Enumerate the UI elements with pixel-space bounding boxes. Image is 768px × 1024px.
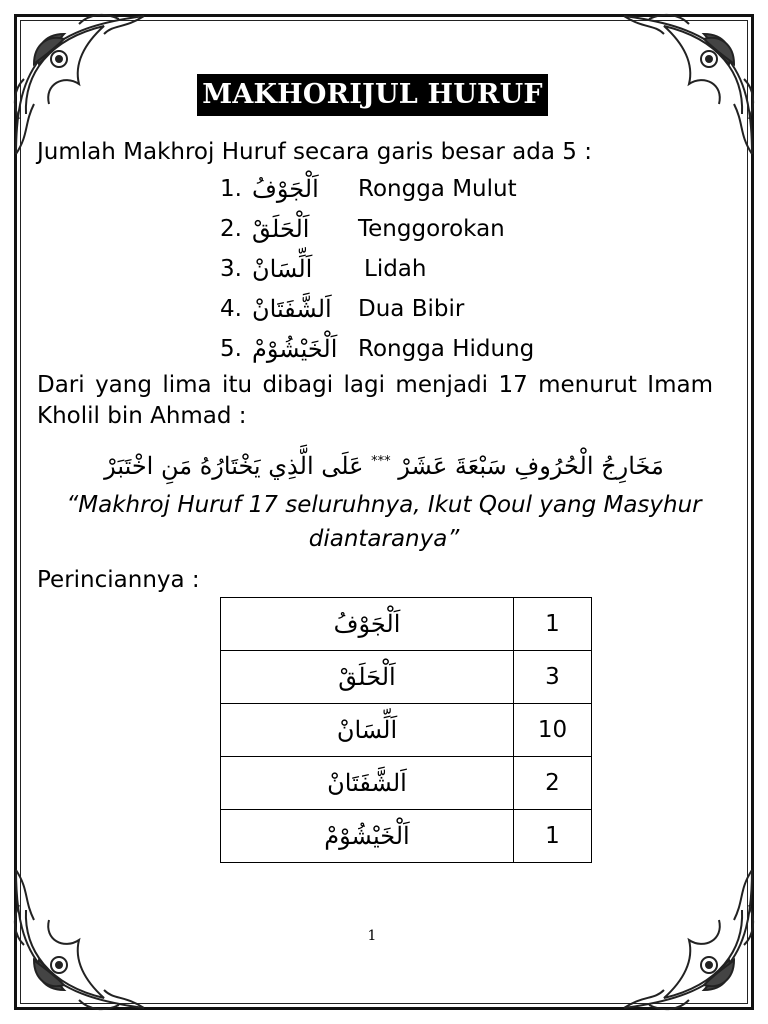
table-cell-arabic: اَلشَّفَتَانْ [221, 757, 514, 810]
paragraph-text: Dari yang lima itu dibagi lagi menjadi 17 menurut Imam Kholil bin Ahmad : [37, 372, 713, 429]
list-number: 5. [220, 336, 242, 362]
list-item [0, 290, 768, 328]
list-number: 1. [220, 176, 242, 202]
list-meaning: Rongga Hidung [358, 336, 535, 362]
list-number: 2. [220, 216, 242, 242]
table-cell-count: 10 [514, 704, 592, 757]
list-meaning: Rongga Mulut [358, 176, 517, 202]
table-row [221, 810, 592, 863]
list-arabic: اَلْخَيْشُوْمْ [252, 335, 338, 363]
poem-first-half: مَخَارِجُ الْحُرُوفِ سَبْعَةَ عَشَرْ [398, 452, 664, 480]
table-cell-arabic: اَلْخَيْشُوْمْ [221, 810, 514, 863]
list-meaning: Tenggorokan [358, 216, 505, 242]
list-item [0, 210, 768, 248]
table-cell-arabic: اَلْجَوْفُ [221, 598, 514, 651]
quote-text: “Makhroj Huruf 17 seluruhnya, Ikut Qoul yang Masyhur diantaranya” [66, 492, 702, 552]
table-cell-count: 1 [514, 810, 592, 863]
table-cell-count: 3 [514, 651, 592, 704]
arabic-poem [30, 442, 738, 486]
table-cell-arabic: اَلِّسَانْ [221, 704, 514, 757]
list-meaning: Lidah [364, 256, 427, 282]
intro-text: Jumlah Makhroj Huruf secara garis besar ada 5 : [37, 139, 592, 165]
table-cell-arabic: اَلْحَلَقْ [221, 651, 514, 704]
list-item [0, 330, 768, 368]
list-number: 4. [220, 296, 242, 322]
list-arabic: اَلشَّفَتَانْ [252, 295, 332, 323]
table-row [221, 704, 592, 757]
table-row [221, 757, 592, 810]
list-arabic: اَلْحَلَقْ [252, 215, 310, 243]
makhraj-table [220, 597, 592, 863]
list-number: 3. [220, 256, 242, 282]
list-item [0, 250, 768, 288]
detail-label: Perinciannya : [37, 567, 200, 593]
corner-ornament-top-right [594, 4, 764, 174]
table-row [221, 598, 592, 651]
list-meaning: Dua Bibir [358, 296, 465, 322]
list-arabic: اَلْجَوْفُ [252, 175, 319, 203]
list-arabic: اَلِّسَانْ [252, 255, 313, 283]
list-item [0, 170, 768, 208]
poem-second-half: عَلَى الَّذِي يَخْتَارُهُ مَنِ اخْتَبَرْ [104, 452, 364, 480]
page-number: 1 [367, 928, 377, 944]
table-row [221, 651, 592, 704]
table-cell-count: 2 [514, 757, 592, 810]
table-cell-count: 1 [514, 598, 592, 651]
poem-separator: *** [371, 454, 391, 469]
page-title: MAKHORIJUL HURUF [197, 74, 548, 116]
